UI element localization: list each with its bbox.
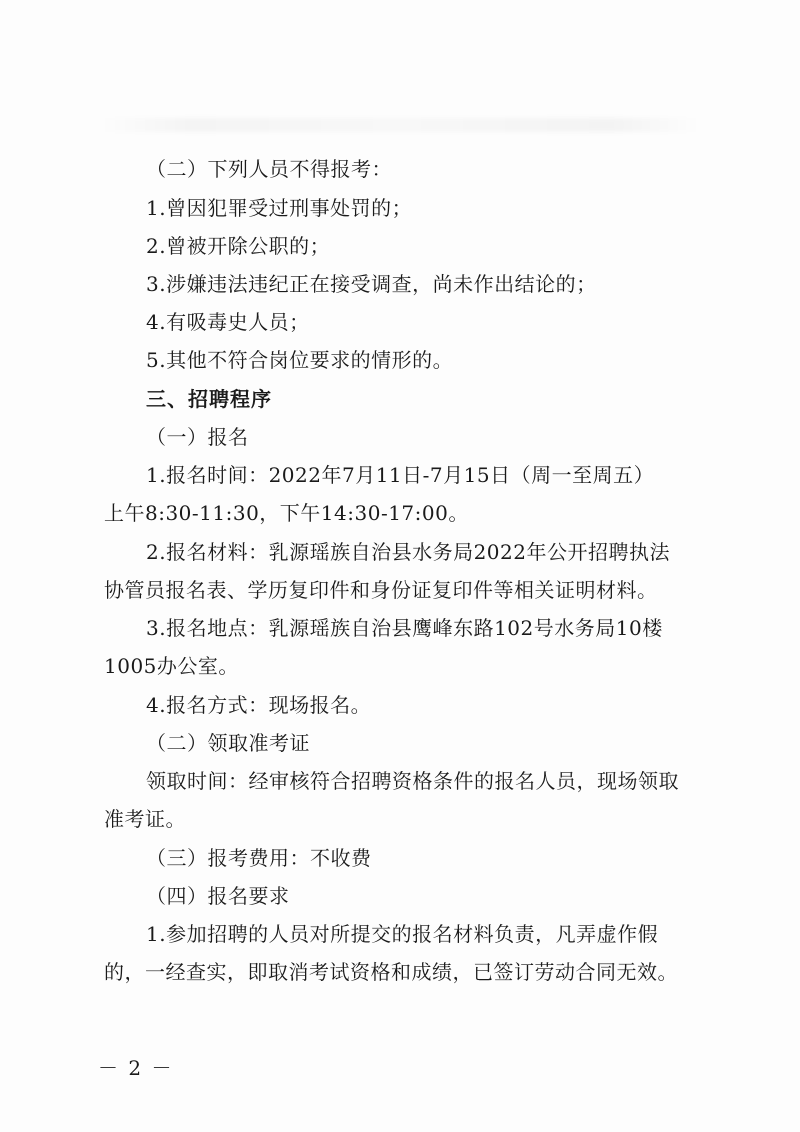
subsection-heading-requirements: （四）报名要求 <box>146 884 290 908</box>
paragraph-line: 的，一经查实，即取消考试资格和成绩，已签订劳动合同无效。 <box>104 960 678 984</box>
list-item: 1.曾因犯罪受过刑事处罚的； <box>146 196 413 220</box>
paragraph-line: 1005办公室。 <box>104 654 239 678</box>
section-title-recruitment-procedure: 三、招聘程序 <box>146 387 272 411</box>
page-number: － 2 － <box>98 1056 174 1080</box>
section-heading-ineligible: （二）下列人员不得报考： <box>146 157 392 181</box>
paragraph-line: 协管员报名表、学历复印件和身份证复印件等相关证明材料。 <box>104 578 658 602</box>
scan-bleed-through <box>100 118 700 132</box>
paragraph-line: 3.报名地点：乳源瑶族自治县鹰峰东路102号水务局10楼 <box>146 616 663 640</box>
paragraph-line: 4.报名方式：现场报名。 <box>146 693 372 717</box>
subsection-heading-admission-ticket: （二）领取准考证 <box>146 731 310 755</box>
list-item: 5.其他不符合岗位要求的情形的。 <box>146 348 454 372</box>
paragraph-line: 上午8:30-11:30，下午14:30-17:00。 <box>104 501 469 525</box>
subsection-heading-registration: （一）报名 <box>146 425 249 449</box>
paragraph-line: 领取时间：经审核符合招聘资格条件的报名人员，现场领取 <box>146 769 679 793</box>
list-item: 2.曾被开除公职的； <box>146 234 331 258</box>
paragraph-line: 1.参加招聘的人员对所提交的报名材料负责，凡弄虚作假 <box>146 922 659 946</box>
list-item: 3.涉嫌违法违纪正在接受调查，尚未作出结论的； <box>146 272 597 296</box>
paragraph-line: 准考证。 <box>104 807 186 831</box>
paragraph-line: 1.报名时间：2022年7月11日-7月15日（周一至周五） <box>146 463 655 487</box>
list-item: 4.有吸毒史人员； <box>146 310 310 334</box>
subsection-heading-fees: （三）报考费用：不收费 <box>146 846 372 870</box>
paragraph-line: 2.报名材料：乳源瑶族自治县水务局2022年公开招聘执法 <box>146 540 670 564</box>
